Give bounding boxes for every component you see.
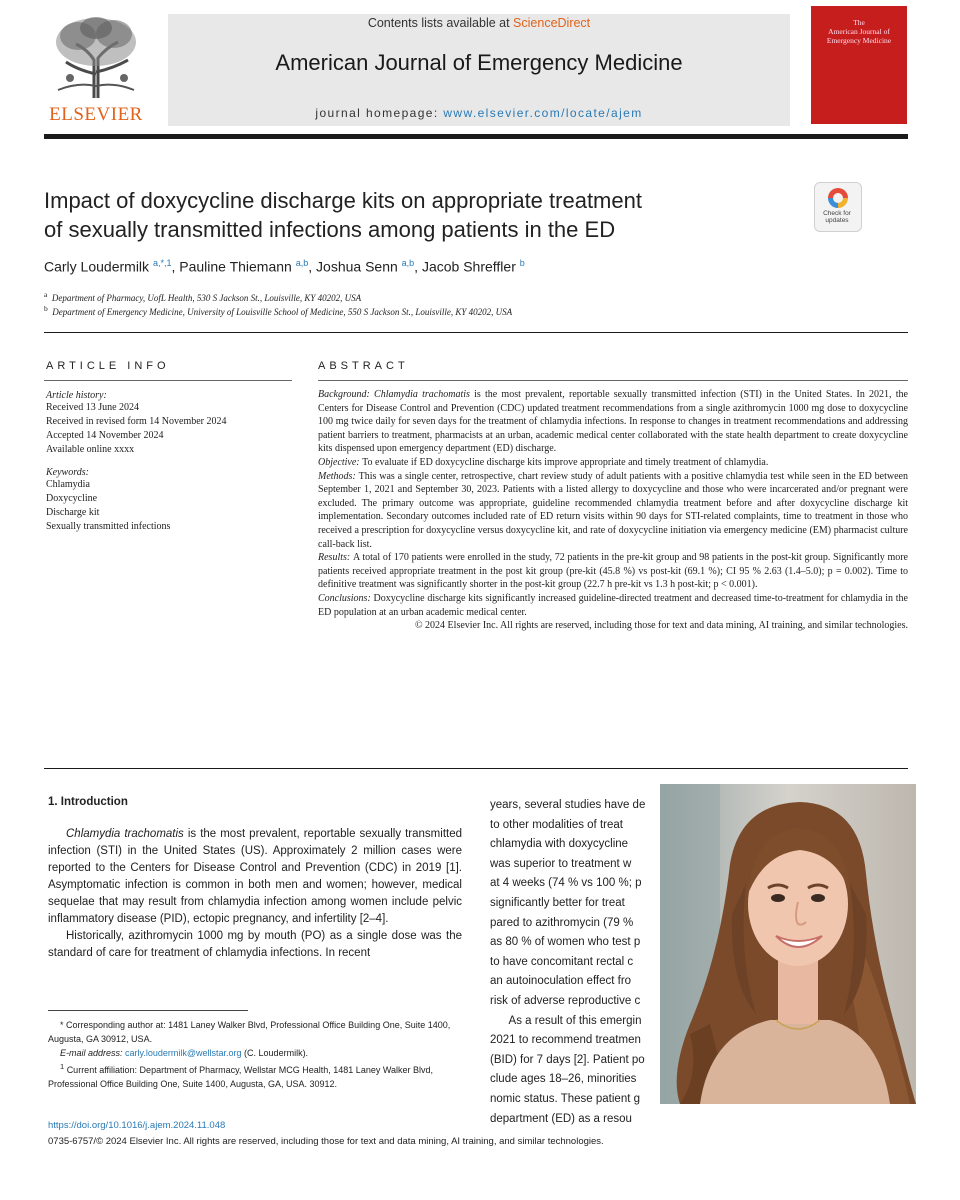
header-rule (44, 134, 908, 139)
abstract-bottom-rule (44, 768, 908, 769)
publisher-wordmark: ELSEVIER (49, 104, 143, 125)
sciencedirect-link[interactable]: ScienceDirect (513, 16, 591, 30)
abstract-methods (318, 470, 908, 552)
author-name[interactable]: Joshua Senn (316, 258, 398, 275)
issn-copyright: 0735-6757/© 2024 Elsevier Inc. All rights are reserved, including those for text and data mining, AI training, and similar technologies. (48, 1136, 604, 1147)
author-affil-mark[interactable]: a,b (295, 258, 309, 268)
check-updates-label (810, 210, 864, 224)
abstract-results (318, 551, 908, 592)
species-name: Chlamydia trachomatis (66, 828, 184, 840)
journal-homepage (168, 106, 790, 120)
history-item: Accepted 14 November 2024 (46, 430, 164, 441)
cover-line: American Journal of (828, 27, 890, 36)
affiliation-text: Department of Pharmacy, UofL Health, 530 S Jackson St., Louisville, KY 40202, USA (51, 293, 362, 303)
section-heading: 1. Introduction (48, 796, 128, 808)
affiliation-mark: b (44, 304, 48, 313)
text-line: significantly better for treat (490, 896, 625, 909)
portrait-illustration (660, 784, 916, 1104)
text-line: department (ED) as a resou (490, 1112, 632, 1125)
body-column-left (48, 826, 462, 962)
text-line: to have concomitant rectal c (490, 955, 634, 968)
contents-prefix: Contents lists available at (367, 16, 514, 30)
body-paragraph (48, 826, 462, 928)
article-info-rule (44, 380, 292, 381)
check-updates-line: updates (825, 217, 849, 224)
text-line: 2021 to recommend treatmen (490, 1034, 641, 1047)
text-line: risk of adverse reproductive c (490, 994, 641, 1007)
keyword: Doxycycline (46, 493, 98, 504)
abstract-text: This was a single center, retrospective, chart review study of adult patients with a positive chlamydia test while seen in the ED between September 1, 2021 and September 30, 2023. Patients with a listed allergy to doxycycline and those who were incarcerated and/or pregnant were excluded. The primary outcome was appropriate, guideline recommended chlamydia treatment before and after doxycycline discharge kit implementation. Secondary outcomes included rate of ED return visits within 90 days for STI-related complaints, time to treatment in those who received a prescription for doxycycline versus doxycycline kit, and rate of doxycycline initiation via emergency medicine (EM) pharmacist culture call-back list. (318, 470, 908, 550)
author-affil-mark[interactable]: b (519, 258, 525, 268)
text-line: nomic status. These patient g (490, 1092, 641, 1105)
article-info-heading: ARTICLE INFO (46, 360, 170, 372)
footnote: * Corresponding author at: 1481 Laney Walker Blvd, Professional Office Building One, Suite 1400, Augusta, GA 30912, USA. (48, 1020, 451, 1044)
abstract-text: A total of 170 patients were enrolled in the study, 72 patients in the pre-kit group and 98 patients in the post-kit group. Significantly more patients received appropriate treatment in the post kit group (pre-kit (45.8 %) vs post-kit (69.1 %); CI 95 % 2.63 (1.4–5.0); p = 0.002). Time to definitive treatment was significantly shorter in the post-kit group (22.7 h pre-kit vs 1.3 h post-kit; p < 0.001). (318, 552, 908, 591)
affiliation-text: Department of Emergency Medicine, University of Louisville School of Medicine, 550 S Jackson St., Louisville, KY 40202, USA (52, 307, 513, 317)
keywords-label: Keywords: (46, 467, 89, 478)
email-link[interactable]: carly.loudermilk@wellstar.org (125, 1048, 242, 1058)
abstract-label: Objective: (318, 456, 363, 468)
text-line: chlamydia with doxycycline (490, 838, 629, 851)
abstract-text: is the most prevalent, reportable sexually transmitted infection (STI) in the United States. In 2021, the Centers for Disease Control and Prevention (CDC) updated treatment recommendations from a single azithromycin 1000 mg dose to doxycycline 100 mg twice daily for seven days for the treatment of chlamydia infections. In response to changes in treatment recommendations and addressing patient barriers to treatment, pharmacists at an urban, academic medical center collaborated with the state health department to create doxycycline kits dispensed upon emergency department (ED) discharge. (318, 389, 908, 455)
footnote-text: Corresponding author at: 1481 Laney Walker Blvd, Professional Office Building One, Suite 1400, Augusta, GA 30912, USA. (48, 1020, 451, 1044)
text-line: clude ages 18–26, minorities (490, 1073, 637, 1086)
history-label: Article history: (46, 390, 107, 401)
abstract-heading: ABSTRACT (318, 360, 409, 372)
author-name[interactable]: Carly Loudermilk (44, 258, 150, 275)
contents-line (168, 16, 790, 30)
journal-title: American Journal of Emergency Medicine (275, 50, 683, 75)
abstract-label: Results: (318, 552, 353, 564)
title-line: of sexually transmitted infections among patients in the ED (44, 217, 616, 242)
title-line: Impact of doxycycline discharge kits on appropriate treatment (44, 188, 642, 213)
author-list: Carly Loudermilk $^{a,*,1}$, Pauline Thiemann $^{a,b}$, Joshua Senn $^{a,b}$, Jacob Shreffler $^b$ (44, 258, 525, 275)
homepage-link[interactable]: www.elsevier.com/locate/ajem (443, 106, 643, 120)
footnote (48, 1046, 468, 1060)
paragraph-text: is the most prevalent, reportable sexually transmitted infection (STI) in the United States (US). Approximately 2 million cases were reported to the Centers for Disease Control and Prevention (CDC) in 2019 [1]. Asymptomatic infection is common in both men and women; however, medical sequelae that may result from chlamydia infection among women include pelvic inflammatory disease (PID), ectopic pregnancy, and infertility [2–4]. (48, 828, 462, 925)
affiliation-mark: a (44, 290, 48, 299)
author-affil-mark[interactable]: a,b (401, 258, 415, 268)
footnotes (48, 1018, 468, 1091)
affiliation (44, 304, 884, 317)
text-line: to other modalities of treat (490, 818, 623, 831)
footnote-text: (C. Loudermilk). (241, 1048, 309, 1058)
cover-line: Emergency Medicine (826, 36, 892, 45)
abstract-label: Conclusions: (318, 592, 374, 604)
doi-link[interactable]: https://doi.org/10.1016/j.ajem.2024.11.048 (48, 1120, 226, 1131)
abstract-copyright: © 2024 Elsevier Inc. All rights are reserved, including those for text and data mining, AI training, and similar technologies. (414, 620, 908, 632)
text-line: pared to azithromycin (79 % (490, 916, 634, 929)
text-line: As a result of this emergin (490, 1014, 642, 1027)
abstract-objective (318, 456, 908, 470)
title-rule (44, 332, 908, 333)
abstract-body (318, 388, 908, 633)
history-item: Available online xxxx (46, 444, 135, 455)
abstract-label: Background: (318, 389, 375, 400)
article-history (46, 390, 296, 534)
homepage-label: journal homepage: (315, 106, 444, 120)
cover-line: The (853, 18, 865, 27)
body-paragraph (48, 928, 462, 962)
text-line: (BID) for 7 days [2]. Patient po (490, 1053, 645, 1066)
keyword: Chlamydia (46, 479, 90, 490)
history-item: Received in revised form 14 November 2024 (46, 416, 227, 427)
abstract-text: Doxycycline discharge kits significantly increased guideline-directed treatment and decreased time-to-treatment for chlamydia in the ED population at an urban academic medical center. (318, 592, 908, 618)
paragraph-text: Historically, azithromycin 1000 mg by mouth (PO) as a single dose was the standard of care for treatment of chlamydia infections. In recent (48, 930, 462, 959)
cover-title (816, 18, 902, 45)
abstract-conclusions (318, 592, 908, 619)
keyword: Sexually transmitted infections (46, 521, 171, 532)
email-label: E-mail address: (60, 1048, 126, 1058)
abstract-text: To evaluate if ED doxycycline discharge kits improve appropriate and timely treatment of chlamydia. (362, 456, 769, 468)
affiliation (44, 290, 884, 303)
paper-title (44, 186, 774, 244)
footnote-text: Current affiliation: Department of Pharmacy, Wellstar MCG Health, 1481 Laney Walker Blvd, Professional Office Building One, Suite 1400, Augusta, GA, USA. 30912. (48, 1065, 434, 1089)
text-line: an autoinoculation effect fro (490, 975, 632, 988)
text-line: years, several studies have de (490, 799, 646, 811)
elsevier-tree-icon (48, 14, 144, 98)
keyword: Discharge kit (46, 507, 100, 518)
author-portrait-photo (660, 784, 916, 1104)
footnote: $^1$ Current affiliation: Department of Pharmacy, Wellstar MCG Health, 1481 Laney Walker Blvd, Professional Office Building One, Suite 1400, Augusta, GA, USA. 30912. (48, 1062, 434, 1089)
text-line: was superior to treatment w (490, 857, 632, 870)
check-updates-line: Check for (823, 210, 851, 217)
abstract-rule (318, 380, 908, 381)
footnote-rule (48, 1010, 248, 1011)
species-name: Chlamydia trachomatis (374, 389, 470, 400)
author-affil-mark[interactable]: a,*,1 (152, 258, 172, 268)
author-name[interactable]: Pauline Thiemann (179, 258, 292, 275)
history-item: Received 13 June 2024 (46, 402, 140, 413)
abstract-label: Methods: (318, 470, 359, 482)
text-line: at 4 weeks (74 % vs 100 %; p (490, 877, 642, 890)
author-name[interactable]: Jacob Shreffler (421, 258, 516, 275)
abstract-background (318, 388, 908, 456)
check-updates-icon (826, 186, 850, 210)
text-line: as 80 % of women who test p (490, 936, 641, 949)
